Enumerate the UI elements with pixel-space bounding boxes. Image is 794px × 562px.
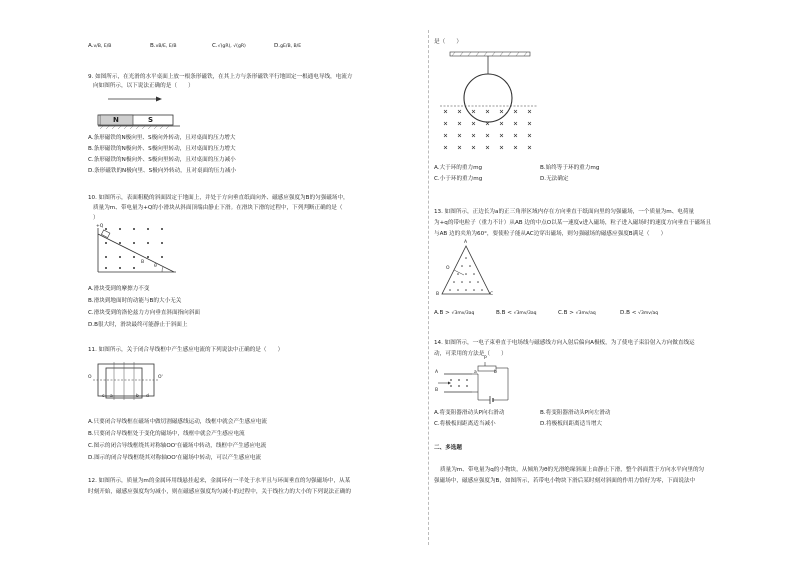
q13-vertex-c-label: C — [490, 292, 494, 297]
q13-vertex-a-label: A — [464, 240, 468, 245]
left-column — [88, 0, 420, 562]
q11-corner-a-label: a — [110, 394, 113, 399]
section2-q-stem-line1: 质量为m、带电量为q的小物块，从倾角为θ的光滑绝缘斜面上由静止下滑，整个斜面置于方向水平向里的匀 — [440, 467, 705, 473]
q11-axis-o-prime-label: O' — [158, 375, 163, 380]
right-column — [434, 0, 772, 562]
q9-figure — [98, 95, 188, 131]
q12-option-d: D.无法确定 — [540, 176, 569, 182]
magnet-n-label: N — [113, 116, 119, 124]
q11-corner-d-label: d — [146, 394, 149, 399]
q11-option-a: A.只要闭合导线框在磁场中做切割磁感线运动，线框中就会产生感应电流 — [88, 419, 267, 425]
q13-option-d: D.B < √3mv/aq — [620, 310, 659, 316]
q10-option-b: B.滑块到地面时的动能与B的大小无关 — [88, 298, 182, 304]
q14-terminal-a-label: a — [474, 370, 477, 375]
q9-stem-line1: 9. 如图所示，在光滑的水平桌面上放一根条形磁铁，在其上方与条形磁铁平行地固定一根通电导线，电流方 — [88, 74, 353, 80]
q9-stem-line2: 向如图所示，以下说法正确的是（ ） — [93, 83, 194, 89]
q10-option-c: C.滑块受到的洛伦兹力方向垂直斜面指向斜面 — [88, 310, 200, 316]
q11-option-d: D.图示的闭合导线框绕其对称轴OO'在磁场中转动，可以产生感应电流 — [88, 455, 262, 461]
q8-option-d: D.gE/B, B/E — [274, 43, 302, 49]
q10-stem-line3: ） — [93, 215, 99, 221]
q14-plate-a-label: A — [435, 370, 439, 375]
q11-option-b: B.只要闭合导线框处于变化的磁场中，线框中就会产生感应电流 — [88, 431, 245, 437]
q14-option-d: D.将极板间距离适当增大 — [540, 421, 603, 427]
column-divider — [428, 30, 429, 545]
q14-stem-line2: 动，可采用的方法是（ ） — [434, 351, 507, 357]
q14-stem-line1: 14. 如图所示，一电子束垂直于电场线与磁感线方向入射后偏向A极板，为了使电子束沿射入方向做直线运 — [434, 340, 695, 346]
q13-stem-line1: 13. 如图所示，正边长为a的正三角形区域内存在方向垂直于纸面向里的匀强磁场，一个质量为m、电荷量 — [434, 209, 695, 215]
q9-option-b: B.条形磁铁的N极向外、S极向里转动，且对桌面的压力增大 — [88, 146, 236, 152]
q10-charge-label: +Q — [96, 224, 104, 229]
q11-stem: 11. 如图所示，关于闭合导线框中产生感应电流的下列说法中正确的是（ ） — [88, 347, 284, 353]
q8-option-b: B.vB/E, E/B — [150, 43, 177, 49]
q13-stem-line2: 为+q的带电粒子（重力不计）从AB 边的中点O以某一速度v进入磁场，粒子进入磁场时的速度方向垂直于磁场且 — [434, 220, 712, 226]
q14-terminal-b-label: b — [494, 370, 497, 375]
q13-option-a: A.B > √3mv/3aq — [434, 310, 475, 316]
q11-option-c: C.图示的闭合导线框绕其对称轴OO'在磁场中转动，线框中产生感应电流 — [88, 443, 267, 449]
q13-point-o-label: O — [446, 266, 450, 271]
q12-option-c: C.小于环的重力mg — [434, 176, 483, 182]
q13-stem-line3: 与AB 边的夹角为60°，要使粒子能从AC边穿出磁场，则匀强磁场的磁感应强度B满足（ ） — [434, 231, 667, 237]
q14-plate-b-label: B — [435, 388, 439, 393]
q9-option-a: A.条形磁铁的N极向里、S极向外转动，且对桌面的压力增大 — [88, 135, 236, 141]
q8-option-c: C.√(gR), √(gR) — [212, 43, 246, 49]
q12-stem-continued: 是（ ） — [434, 39, 462, 45]
q10-option-d: D.B很大时，滑块最终可能静止于斜面上 — [88, 322, 188, 328]
q11-corner-b-label: b — [136, 394, 139, 399]
section2-q-stem-line2: 强磁场中，磁感应强度为B，如图所示，若带电小物块下滑后某时刻对斜面的作用力恰好为零，下面说法中 — [434, 478, 696, 484]
q10-option-a: A.滑块受到的摩擦力不变 — [88, 286, 150, 292]
q12-option-a: A.大于环的重力mg — [434, 165, 483, 171]
q14-option-c: C.将极板间距离适当减小 — [434, 421, 496, 427]
q13-option-c: C.B > √3mv/aq — [558, 310, 596, 316]
q13-vertex-b-label: B — [436, 292, 440, 297]
q9-option-c: C.条形磁铁的N极向外、S极向里转动，且对桌面的压力减小 — [88, 157, 236, 163]
q14-figure — [438, 362, 518, 406]
q11-axis-o-label: O — [88, 375, 92, 380]
q10-angle-label: θ — [154, 264, 157, 269]
q13-option-b: B.B < √3mv/3aq — [496, 310, 537, 316]
q12-stem-line2: 时刻开始，磁感应强度均匀减小，则在磁感应强度均匀减小的过程中，关于线拉力的大小的下列说法正确的 — [88, 489, 351, 495]
q12-figure — [438, 50, 538, 160]
q14-slider-p-label: P — [484, 356, 487, 361]
q14-option-b: B.将变阻器滑动头P向左滑动 — [540, 410, 611, 416]
q10-figure — [92, 226, 182, 276]
q12-stem-line1: 12. 如图所示，质量为m的金属环用线悬挂起来，金属环有一半处于水平且与环面垂直的匀强磁场中，从某 — [88, 478, 351, 484]
q11-corner-c-label: c — [102, 394, 105, 399]
q12-option-b: B.始终等于环的重力mg — [540, 165, 600, 171]
magnet-s-label: S — [148, 116, 154, 124]
q10-stem-line1: 10. 如图所示，表面粗糙的斜面固定于地面上，并处于方向垂直纸面向外、磁感应强度为B的匀强磁场中， — [88, 195, 349, 201]
q8-option-a: A.v/B, E/B — [88, 43, 112, 49]
q10-field-label: B — [141, 260, 145, 265]
section-title-multiple-choice: 二、多选题 — [434, 445, 462, 451]
q9-option-d: D.条形磁铁的N极向里、S极向外转动，且对桌面的压力减小 — [88, 168, 237, 174]
q10-stem-line2: 质量为m、带电量为+Q的小滑块从斜面顶端由静止下滑。在滑块下滑的过程中，下列判断正确的是（ — [93, 205, 343, 211]
q14-option-a: A.将变阻器滑动头P向右滑动 — [434, 410, 505, 416]
